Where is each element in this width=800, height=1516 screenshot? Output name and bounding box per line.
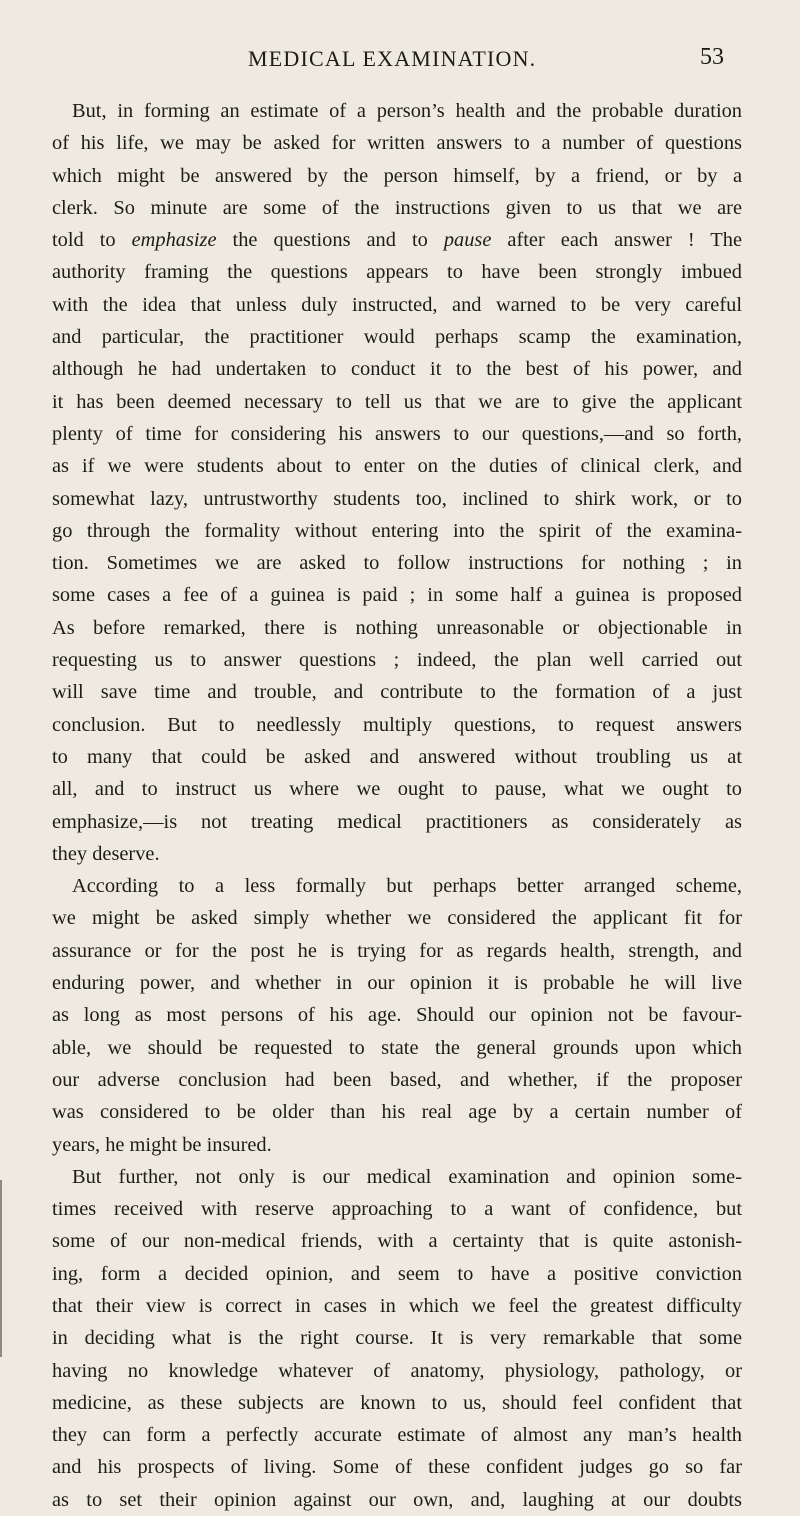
- text-line: clerk. So minute are some of the instructions given to us that we are: [52, 196, 742, 219]
- text-line: and his prospects of living. Some of these confident judges go so far: [52, 1456, 742, 1479]
- text-line: medicine, as these subjects are known to us, should feel confident that: [52, 1391, 742, 1414]
- text-line: some of our non-medical friends, with a certainty that is quite astonish-: [52, 1230, 742, 1253]
- text-line: But, in forming an estimate of a person’s health and the probable duration: [72, 100, 742, 122]
- text-line: having no knowledge whatever of anatomy, physiology, pathology, or: [52, 1359, 742, 1382]
- text-line: although he had undertaken to conduct it to the best of his power, and: [52, 358, 742, 381]
- text-line: as to set their opinion against our own, and, laughing at our doubts: [52, 1488, 742, 1511]
- text-line: they can form a perfectly accurate estimate of almost any man’s health: [52, 1424, 742, 1447]
- text-line: as long as most persons of his age. Should our opinion not be favour-: [52, 1004, 742, 1027]
- emphasized-word: emphasize: [131, 229, 217, 252]
- text-line: somewhat lazy, untrustworthy students too, inclined to shirk work, or to: [52, 487, 742, 510]
- text-line: enduring power, and whether in our opinion it is probable he will live: [52, 972, 742, 995]
- text-line: will save time and trouble, and contribute to the formation of a just: [52, 681, 742, 704]
- text-line: assurance or for the post he is trying for as regards health, strength, and: [52, 939, 742, 962]
- text-line: times received with reserve approaching to a want of confidence, but: [52, 1198, 742, 1221]
- text-line: was considered to be older than his real age by a certain number of: [52, 1101, 742, 1124]
- text-line: ing, form a decided opinion, and seem to have a positive conviction: [52, 1262, 742, 1285]
- text-line: to many that could be asked and answered without troubling us at: [52, 745, 742, 768]
- text-line: of his life, we may be asked for written answers to a number of questions: [52, 132, 742, 155]
- text-line: As before remarked, there is nothing unreasonable or objectionable in: [52, 616, 742, 639]
- text-line: authority framing the questions appears to have been strongly imbued: [52, 261, 742, 284]
- text-line: able, we should be requested to state the general grounds upon which: [52, 1036, 742, 1059]
- text-line: some cases a fee of a guinea is paid ; in some half a guinea is proposed: [52, 584, 742, 607]
- text-line: conclusion. But to needlessly multiply questions, to request answers: [52, 713, 742, 736]
- page-edge-shadow: [0, 1180, 2, 1357]
- text-line: as if we were students about to enter on the duties of clinical clerk, and: [52, 455, 742, 478]
- emphasized-word: pause: [443, 229, 492, 252]
- text-line: go through the formality without entering into the spirit of the examina-: [52, 519, 742, 542]
- body-text: [52, 95, 742, 1516]
- text-line: it has been deemed necessary to tell us that we are to give the applicant: [52, 390, 742, 413]
- page-number: 53: [700, 44, 724, 70]
- text-line: that their view is correct in cases in which we feel the greatest difficulty: [52, 1294, 742, 1317]
- text-line: our adverse conclusion had been based, and whether, if the proposer: [52, 1068, 742, 1091]
- text-line: years, he might be insured.: [52, 1133, 272, 1156]
- text-line: plenty of time for considering his answers to our questions,—and so forth,: [52, 422, 742, 445]
- text-line: with the idea that unless duly instructed, and warned to be very careful: [52, 293, 742, 316]
- text-line: in deciding what is the right course. It is very remarkable that some: [52, 1327, 742, 1350]
- text-line: According to a less formally but perhaps better arranged scheme,: [72, 875, 742, 898]
- text-line: tion. Sometimes we are asked to follow instructions for nothing ; in: [52, 552, 742, 575]
- text-line: But further, not only is our medical examination and opinion some-: [72, 1165, 742, 1188]
- text-line: all, and to instruct us where we ought to pause, what we ought to: [52, 778, 742, 801]
- running-head: [0, 40, 800, 80]
- running-title: MEDICAL EXAMINATION.: [248, 46, 537, 71]
- text-line: we might be asked simply whether we considered the applicant fit for: [52, 907, 742, 930]
- text-line: which might be answered by the person himself, by a friend, or by a: [52, 164, 742, 187]
- text-line: told to emphasize the questions and to pause after each answer ! The: [52, 229, 742, 252]
- text-line: emphasize,—is not treating medical practitioners as considerately as: [52, 810, 742, 833]
- text-line: requesting us to answer questions ; indeed, the plan well carried out: [52, 649, 742, 672]
- text-line: they deserve.: [52, 842, 160, 865]
- text-line: and particular, the practitioner would perhaps scamp the examination,: [52, 326, 742, 349]
